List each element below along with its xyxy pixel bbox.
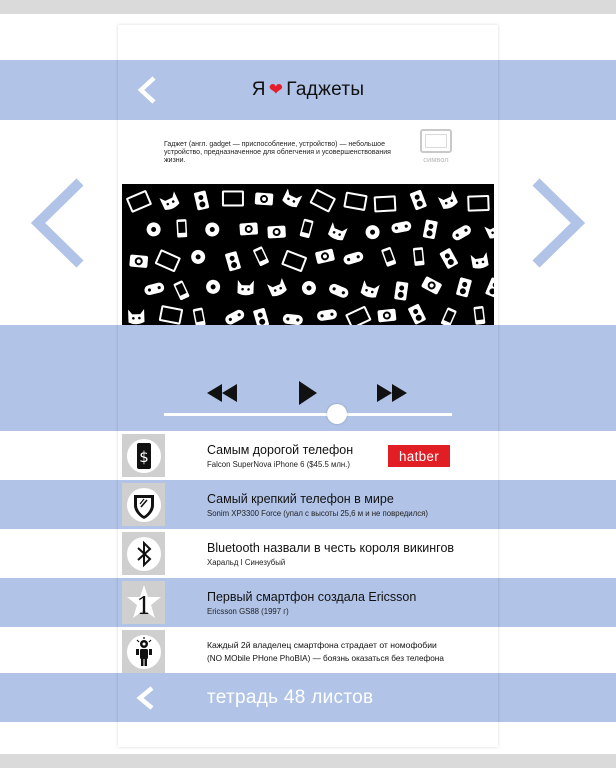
- fact-icon-box: [122, 532, 165, 575]
- person-phone-icon: [126, 634, 162, 670]
- fact-title: Самым дорогой телефон: [207, 443, 354, 457]
- gadget-glyph: [154, 249, 181, 273]
- gadget-glyph: [484, 220, 494, 240]
- gadget-glyph: [421, 276, 443, 295]
- footer-back-button[interactable]: [134, 685, 158, 711]
- fast-forward-button[interactable]: [376, 383, 408, 403]
- gadget-glyph: [267, 278, 288, 298]
- gadget-glyph: [471, 252, 489, 270]
- fact-icon-box: [122, 483, 165, 526]
- fact-row: [118, 529, 498, 578]
- play-button[interactable]: [298, 380, 318, 406]
- gadget-glyph: [173, 280, 190, 301]
- gadget-glyph: [328, 282, 350, 299]
- gadget-glyph: [327, 222, 347, 242]
- header-bar: [118, 60, 498, 120]
- fact-subtitle: Харальд I Синезубый: [207, 558, 286, 567]
- gadget-glyph: [176, 219, 187, 237]
- svg-text:1: 1: [135, 591, 152, 620]
- gadget-glyph: [450, 223, 472, 242]
- shield-icon: [126, 487, 162, 523]
- fact-subtitle: Ericsson GS88 (1997 г): [207, 607, 289, 616]
- chevron-left-icon: [134, 75, 160, 105]
- gadget-glyph: [222, 190, 244, 206]
- symbol-icon: [420, 129, 452, 153]
- gadget-glyph: [129, 254, 148, 268]
- progress-knob[interactable]: [327, 404, 347, 424]
- gadget-glyph: [159, 305, 184, 325]
- symbol-label: символ: [423, 155, 449, 164]
- gadget-glyph: [456, 277, 472, 297]
- notebook-card: [118, 25, 498, 747]
- title-prefix: Я: [251, 79, 266, 100]
- gadget-glyph: [299, 218, 313, 238]
- page-title: [252, 79, 365, 101]
- chevron-left-icon: [134, 685, 158, 711]
- gadget-glyph: [190, 249, 207, 266]
- dollar-phone-icon: [126, 438, 162, 474]
- rewind-icon: [206, 383, 238, 403]
- fact-title: Первый смартфон создала Ericsson: [207, 590, 417, 604]
- gadget-glyph: [128, 309, 145, 325]
- next-page-button[interactable]: [530, 178, 586, 268]
- gadget-glyph: [281, 250, 307, 273]
- rewind-button[interactable]: [206, 383, 238, 403]
- gadget-glyph: [408, 303, 427, 324]
- gadget-pattern: [122, 184, 494, 325]
- gadget-glyph: [253, 246, 270, 267]
- gadget-glyph: [253, 308, 269, 325]
- gadget-glyph: [143, 282, 165, 297]
- gadget-glyph: [237, 280, 254, 296]
- gadget-glyph: [309, 189, 336, 213]
- fact-title: Bluetooth назвали в честь короля викингов: [207, 541, 455, 555]
- fact-row: [118, 480, 498, 529]
- gadget-glyph: [409, 189, 427, 210]
- gadget-pattern-image: [122, 184, 494, 325]
- gadget-glyph: [255, 192, 274, 205]
- fact-icon-box: [122, 581, 165, 624]
- gadget-glyph: [364, 224, 381, 241]
- intro-description: Гаджет (англ. gadget — приспособление, устройство) — небольшое устройство, предназначенное для облегчения и усовершенствования жизни.: [164, 141, 391, 164]
- fact-subtitle: (NO MObile PHone PhoBIA) — боязнь оказаться без телефона: [207, 654, 444, 663]
- gadget-glyph: [204, 221, 220, 237]
- fact-title: Каждый 2й владелец смартфона страдает от номофобии: [207, 640, 437, 650]
- fact-row: [118, 578, 498, 627]
- gadget-glyph: [467, 195, 490, 212]
- brand-logo: hatber: [388, 445, 450, 467]
- gadget-glyph: [194, 190, 210, 210]
- fact-icon-box: [122, 630, 165, 673]
- gadget-glyph: [377, 309, 396, 323]
- gadget-glyph: [485, 277, 494, 298]
- progress-slider[interactable]: [164, 413, 452, 416]
- gadget-glyph: [159, 191, 180, 211]
- gadget-glyph: [391, 220, 413, 234]
- gadget-glyph: [267, 226, 286, 239]
- symbol-button[interactable]: [418, 129, 454, 164]
- heart-icon: ❤: [268, 80, 284, 99]
- gadget-glyph: [204, 277, 223, 296]
- gadget-glyph: [343, 192, 367, 212]
- gadget-glyph: [413, 247, 425, 266]
- bluetooth-icon: [126, 536, 162, 572]
- gadget-glyph: [193, 307, 206, 325]
- gadget-glyph: [225, 251, 241, 272]
- footer-bar: [118, 673, 498, 722]
- gadget-glyph: [439, 248, 458, 270]
- gadget-glyph: [381, 247, 397, 267]
- fact-subtitle: Falcon SuperNova iPhone 6 ($45.5 млн.): [207, 460, 350, 469]
- fact-row: [118, 431, 498, 480]
- title-text: Гаджеты: [286, 79, 365, 100]
- chevron-left-icon: [30, 178, 86, 268]
- prev-page-button[interactable]: [30, 178, 86, 268]
- gadget-glyph: [126, 190, 153, 213]
- gadget-glyph: [345, 306, 372, 325]
- chevron-right-icon: [530, 178, 586, 268]
- gadget-glyph: [145, 221, 162, 238]
- gadget-glyph: [441, 307, 457, 325]
- gadget-glyph: [316, 309, 337, 322]
- gadget-glyph: [394, 281, 408, 300]
- gadget-glyph: [438, 190, 459, 210]
- fact-subtitle: Sonim XP3300 Force (упал с высоты 25,6 м и не повредился): [207, 509, 428, 518]
- play-icon: [298, 380, 318, 406]
- fact-row: [118, 627, 498, 676]
- gadget-glyph: [224, 308, 246, 325]
- gadget-glyph: [342, 251, 364, 266]
- gadget-glyph: [300, 279, 318, 297]
- footer-label: тетрадь 48 листов: [207, 687, 374, 708]
- gadget-glyph: [282, 313, 303, 325]
- gadget-glyph: [315, 248, 335, 264]
- gadget-glyph: [239, 222, 258, 235]
- fast-forward-icon: [376, 383, 408, 403]
- svg-text:$: $: [138, 447, 149, 466]
- back-button[interactable]: [134, 75, 160, 105]
- fact-icon-box: [122, 434, 165, 477]
- gadget-glyph: [423, 219, 438, 239]
- gadget-glyph: [473, 306, 485, 325]
- gadget-glyph: [374, 195, 397, 212]
- number-one-icon: [125, 584, 163, 622]
- gadget-glyph: [281, 189, 302, 209]
- gadget-glyph: [360, 280, 380, 299]
- fact-title: Самый крепкий телефон в мире: [207, 492, 394, 506]
